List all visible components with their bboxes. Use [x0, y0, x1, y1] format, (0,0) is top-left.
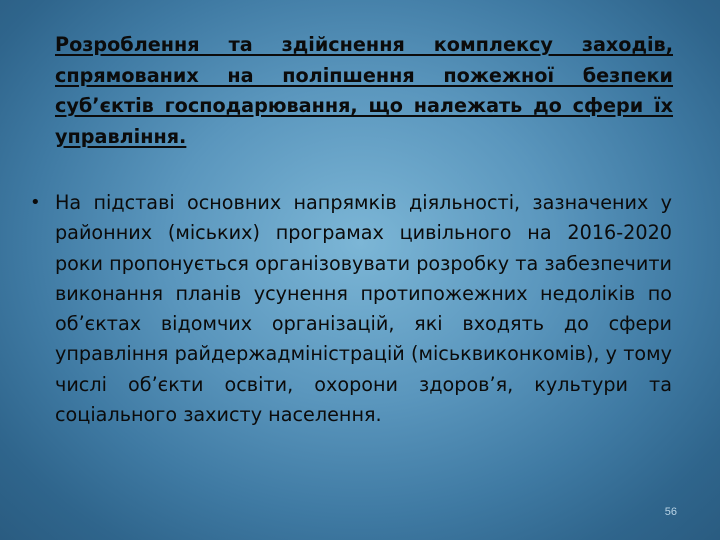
bullet-icon: •	[30, 192, 41, 213]
bullet-text: На підставі основних напрямків діяльності, зазначених у районних (міських) програмах цивільного на 2016-2020 роки пропонується організовувати розробку та забезпечити виконання планів усунення протипожежних недоліків по об’єктах відомчих організацій, які входять до сфери управління райдержадміністрацій (міськвиконкомів), у тому числі об’єкти освіти, охорони здоров’я, культури та соціального захисту населення.	[55, 191, 672, 427]
bullet-list	[30, 188, 672, 430]
slide-title	[55, 30, 673, 152]
slide-title-text: Розроблення та здійснення комплексу заходів, спрямованих на поліпшення пожежної безпеки суб’єктів господарювання, що належать до сфери їх управління.	[55, 33, 673, 148]
page-number: 56	[664, 506, 677, 518]
